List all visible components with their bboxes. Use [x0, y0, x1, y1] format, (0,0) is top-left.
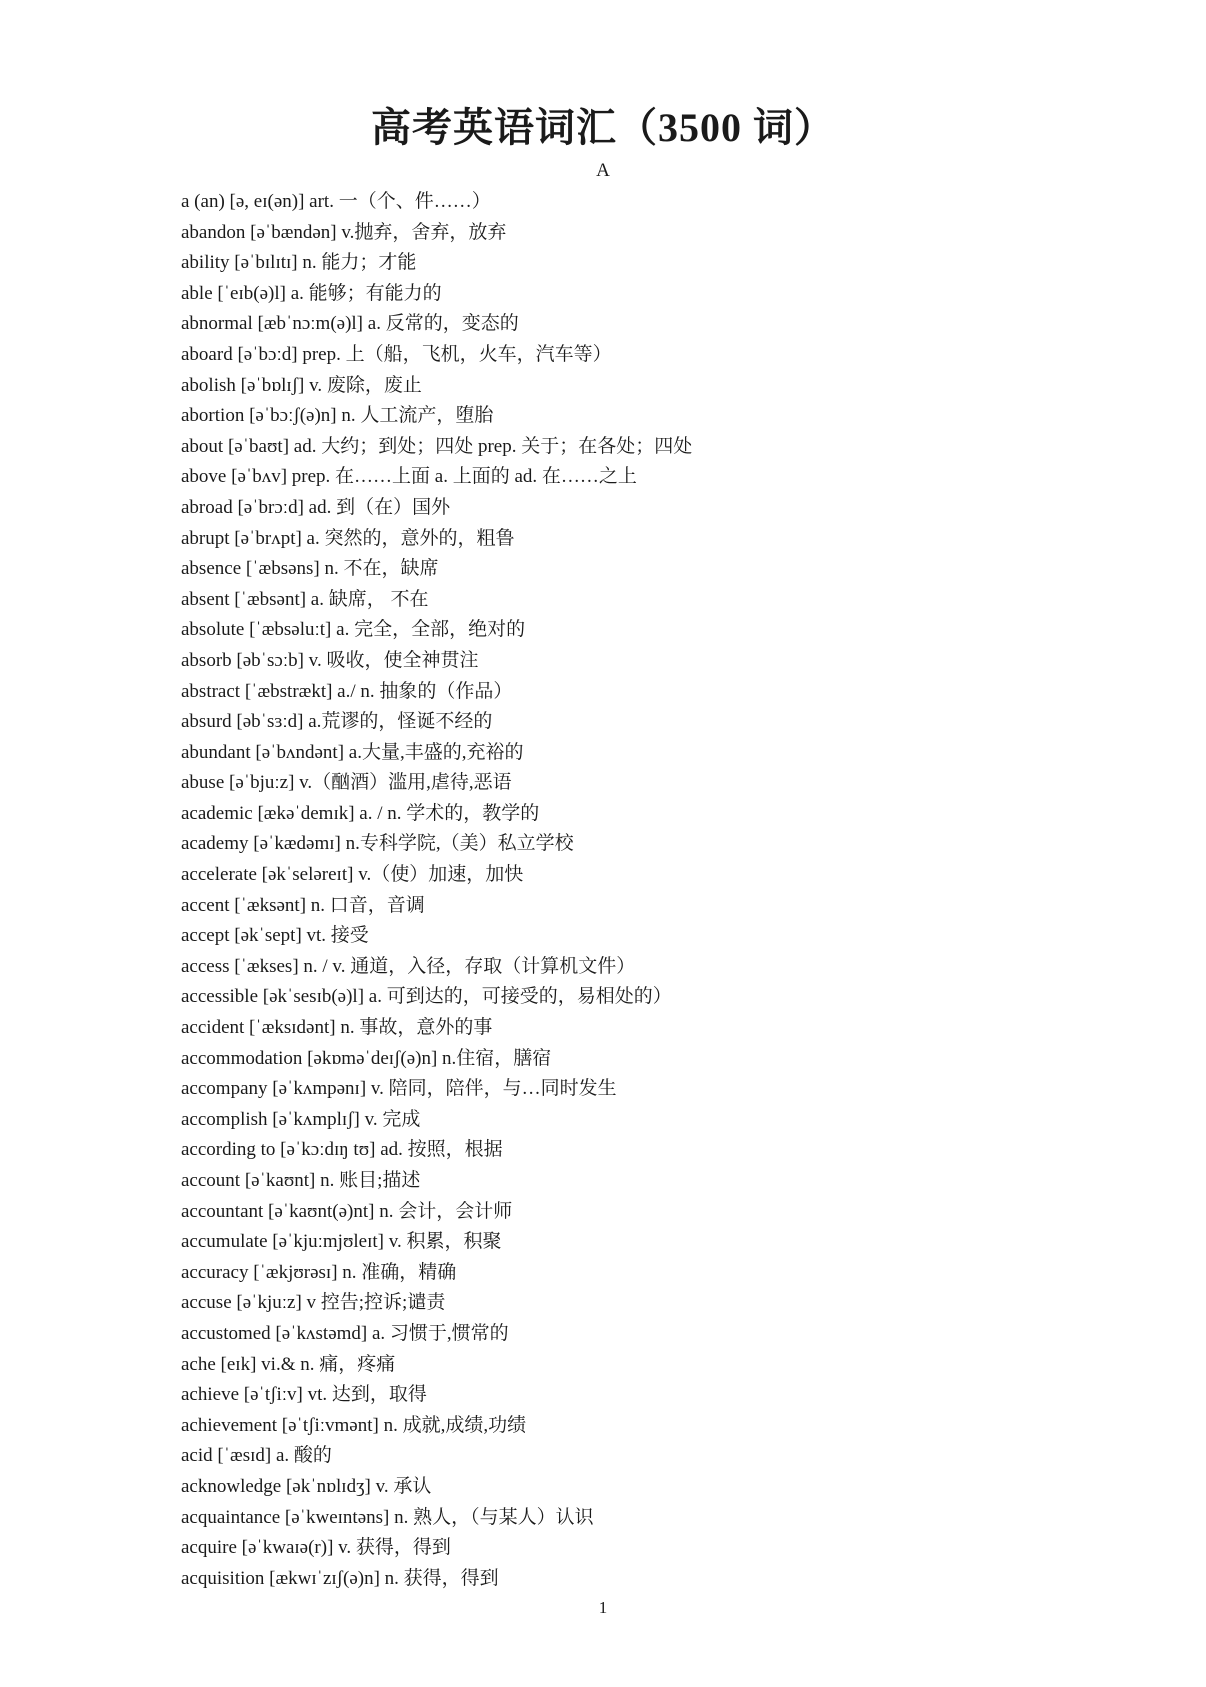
- vocabulary-entry: about [əˈbaʊt] ad. 大约；到处；四处 prep. 关于；在各处；四处: [181, 435, 693, 457]
- vocabulary-entry: abrupt [əˈbrʌpt] a. 突然的，意外的，粗鲁: [181, 527, 515, 549]
- vocabulary-entry: academic [ækəˈdemɪk] a. / n. 学术的，教学的: [181, 802, 540, 824]
- vocabulary-entry: absolute [ˈæbsəluːt] a. 完全，全部，绝对的: [181, 619, 526, 641]
- vocabulary-entry: ache [eɪk] vi.& n. 痛，疼痛: [181, 1353, 396, 1375]
- vocabulary-entry: accumulate [əˈkjuːmjʊleɪt] v. 积累，积聚: [181, 1231, 502, 1253]
- vocabulary-entry: accent [ˈæksənt] n. 口音，音调: [181, 894, 425, 916]
- vocabulary-entry: absorb [əbˈsɔːb] v. 吸收，使全神贯注: [181, 649, 479, 671]
- vocabulary-entry: acknowledge [əkˈnɒlɪdʒ] v. 承认: [181, 1475, 432, 1497]
- vocabulary-entry: aboard [əˈbɔːd] prep. 上（船，飞机，火车，汽车等）: [181, 343, 612, 365]
- vocabulary-entry: accuse [əˈkjuːz] v 控告;控诉;谴责: [181, 1292, 446, 1314]
- vocabulary-entry: accountant [əˈkaʊnt(ə)nt] n. 会计，会计师: [181, 1200, 513, 1222]
- vocabulary-entry: acid [ˈæsɪd] a. 酸的: [181, 1445, 332, 1467]
- vocabulary-entry: abandon [əˈbændən] v.抛弃，舍弃，放弃: [181, 221, 507, 243]
- vocabulary-entry: access [ˈækses] n. / v. 通道，入径，存取（计算机文件）: [181, 955, 636, 977]
- vocabulary-entry: absent [ˈæbsənt] a. 缺席， 不在: [181, 588, 429, 610]
- vocabulary-entry: absurd [əbˈsɜːd] a.荒谬的，怪诞不经的: [181, 711, 493, 733]
- vocabulary-entry: accomplish [əˈkʌmplɪʃ] v. 完成: [181, 1108, 421, 1130]
- vocabulary-entry: according to [əˈkɔːdɪŋ tʊ] ad. 按照，根据: [181, 1139, 503, 1161]
- vocabulary-entry: account [əˈkaʊnt] n. 账目;描述: [181, 1170, 421, 1191]
- vocabulary-entry: abstract [ˈæbstrækt] a./ n. 抽象的（作品）: [181, 680, 513, 702]
- vocabulary-entry: academy [əˈkædəmɪ] n.专科学院,（美）私立学校: [181, 833, 574, 855]
- vocabulary-entry: a (an) [ə, eɪ(ən)] art. 一（个、件……）: [181, 191, 491, 212]
- section-letter: A: [596, 160, 610, 181]
- page-number: 1: [598, 1598, 608, 1617]
- vocabulary-entry: accompany [əˈkʌmpənɪ] v. 陪同，陪伴，与…同时发生: [181, 1078, 617, 1100]
- vocabulary-entry: absence [ˈæbsəns] n. 不在，缺席: [181, 558, 439, 580]
- vocabulary-entry: achieve [əˈtʃiːv] vt. 达到，取得: [181, 1384, 427, 1406]
- vocabulary-entry: achievement [əˈtʃiːvmənt] n. 成就,成绩,功绩: [181, 1414, 527, 1436]
- vocabulary-entry: accelerate [əkˈseləreɪt] v.（使）加速，加快: [181, 864, 524, 886]
- vocabulary-entry: able [ˈeɪb(ə)l] a. 能够；有能力的: [181, 282, 442, 304]
- vocabulary-entry: accept [əkˈsept] vt. 接受: [181, 925, 369, 947]
- vocabulary-entry: abundant [əˈbʌndənt] a.大量,丰盛的,充裕的: [181, 741, 524, 763]
- vocabulary-entry: abroad [əˈbrɔːd] ad. 到（在）国外: [181, 496, 451, 518]
- page-title: 高考英语词汇（3500 词）: [371, 105, 835, 150]
- vocabulary-entry: abolish [əˈbɒlɪʃ] v. 废除，废止: [181, 374, 422, 396]
- vocabulary-entry: abortion [əˈbɔːʃ(ə)n] n. 人工流产，堕胎: [181, 405, 494, 427]
- vocabulary-entry: accessible [əkˈsesɪb(ə)l] a. 可到达的，可接受的，易相处的）: [181, 986, 672, 1008]
- vocabulary-list: [181, 187, 1141, 1594]
- vocabulary-entry: above [əˈbʌv] prep. 在……上面 a. 上面的 ad. 在……之上: [181, 466, 637, 488]
- vocabulary-entry: accuracy [ˈækjʊrəsɪ] n. 准确，精确: [181, 1261, 457, 1283]
- vocabulary-entry: ability [əˈbɪlɪtɪ] n. 能力；才能: [181, 252, 417, 274]
- vocabulary-entry: abuse [əˈbjuːz] v.（酗酒）滥用,虐待,恶语: [181, 772, 512, 794]
- vocabulary-entry: accustomed [əˈkʌstəmd] a. 习惯于,惯常的: [181, 1322, 509, 1344]
- vocabulary-entry: accommodation [əkɒməˈdeɪʃ(ə)n] n.住宿，膳宿: [181, 1047, 552, 1069]
- vocabulary-entry: acquire [əˈkwaɪə(r)] v. 获得，得到: [181, 1537, 451, 1559]
- vocabulary-entry: abnormal [æbˈnɔːm(ə)l] a. 反常的，变态的: [181, 313, 519, 335]
- vocabulary-entry: accident [ˈæksɪdənt] n. 事故，意外的事: [181, 1017, 493, 1039]
- vocabulary-entry: acquaintance [əˈkweɪntəns] n. 熟人，（与某人）认识: [181, 1506, 594, 1528]
- vocabulary-entry: acquisition [ækwɪˈzɪʃ(ə)n] n. 获得，得到: [181, 1567, 499, 1589]
